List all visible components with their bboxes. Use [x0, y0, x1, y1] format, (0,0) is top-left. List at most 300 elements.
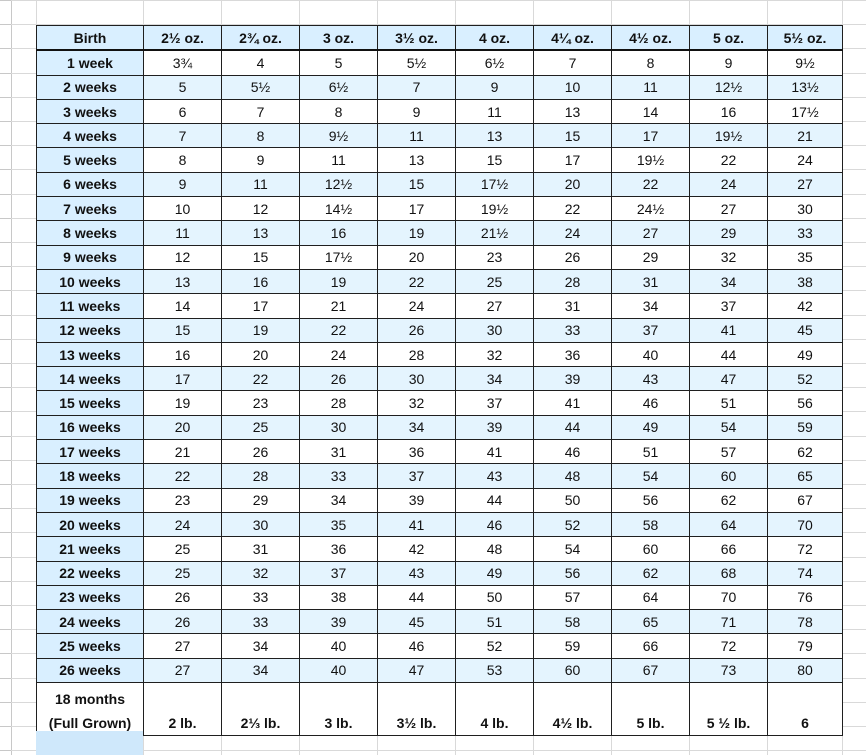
row-header-divider [0, 436, 11, 437]
weight-value-cell[interactable]: 68 [690, 561, 768, 585]
weight-value-cell[interactable]: 22 [378, 269, 456, 293]
weight-value-cell[interactable]: 43 [612, 367, 690, 391]
weight-value-cell[interactable]: 25 [456, 269, 534, 293]
weight-value-cell[interactable]: 34 [456, 367, 534, 391]
weight-value-cell[interactable]: 28 [378, 342, 456, 366]
weight-value-cell[interactable]: 28 [222, 464, 300, 488]
weight-value-cell[interactable]: 39 [534, 367, 612, 391]
weight-value-cell[interactable]: 10 [534, 75, 612, 99]
weight-value-cell[interactable]: 6½ [300, 75, 378, 99]
weight-value-cell[interactable]: 64 [612, 585, 690, 609]
weight-value-cell[interactable]: 24 [768, 148, 843, 172]
weight-value-cell[interactable]: 32 [456, 342, 534, 366]
table-row [37, 172, 843, 196]
weight-value-cell[interactable]: 22 [534, 197, 612, 221]
row-header-divider [0, 24, 11, 25]
weight-value-cell[interactable]: 12½ [690, 75, 768, 99]
weight-value-cell[interactable]: 11 [612, 75, 690, 99]
row-header-divider [0, 48, 11, 49]
header-weight-cell[interactable]: 2¾ oz. [222, 26, 300, 51]
row-header-divider [0, 121, 11, 122]
age-label-cell[interactable]: 1 week [37, 50, 144, 75]
weight-value-cell[interactable]: 5 [300, 50, 378, 75]
age-label-cell[interactable]: 9 weeks [37, 245, 144, 269]
weight-value-cell[interactable]: 46 [534, 440, 612, 464]
weight-value-cell[interactable]: 32 [690, 245, 768, 269]
header-weight-cell[interactable]: 5½ oz. [768, 26, 843, 51]
weight-value-cell[interactable]: 58 [612, 512, 690, 536]
weight-value-cell[interactable]: 13 [144, 269, 222, 293]
weight-value-cell[interactable]: 26 [144, 610, 222, 634]
weight-value-cell[interactable]: 7 [222, 99, 300, 123]
weight-value-cell[interactable]: 37 [690, 294, 768, 318]
weight-value-cell[interactable]: 40 [300, 658, 378, 682]
weight-value-cell[interactable]: 36 [378, 440, 456, 464]
weight-value-cell[interactable]: 65 [768, 464, 843, 488]
age-label-cell[interactable]: 10 weeks [37, 269, 144, 293]
weight-value-cell[interactable]: 31 [222, 537, 300, 561]
row-header-divider [0, 387, 11, 388]
weight-value-cell[interactable]: 9 [690, 50, 768, 75]
weight-value-cell[interactable]: 21½ [456, 221, 534, 245]
weight-value-cell[interactable]: 27 [456, 294, 534, 318]
age-label-cell[interactable]: 19 weeks [37, 488, 144, 512]
full-grown-weight-cell[interactable]: 5 ½ lb. [690, 683, 768, 736]
weight-value-cell[interactable]: 19½ [456, 197, 534, 221]
weight-value-cell[interactable]: 52 [456, 634, 534, 658]
age-label-cell[interactable]: 8 weeks [37, 221, 144, 245]
age-label-cell[interactable]: 4 weeks [37, 124, 144, 148]
weight-value-cell[interactable]: 43 [378, 561, 456, 585]
weight-value-cell[interactable]: 24 [534, 221, 612, 245]
weight-value-cell[interactable]: 22 [612, 172, 690, 196]
weight-value-cell[interactable]: 15 [456, 148, 534, 172]
weight-value-cell[interactable]: 32 [378, 391, 456, 415]
weight-value-cell[interactable]: 41 [534, 391, 612, 415]
weight-value-cell[interactable]: 16 [144, 342, 222, 366]
weight-value-cell[interactable]: 22 [300, 318, 378, 342]
selected-cell[interactable] [36, 731, 143, 755]
weight-value-cell[interactable]: 29 [222, 488, 300, 512]
weight-value-cell[interactable]: 20 [378, 245, 456, 269]
weight-value-cell[interactable]: 15 [222, 245, 300, 269]
age-label-cell[interactable]: 25 weeks [37, 634, 144, 658]
weight-value-cell[interactable]: 76 [768, 585, 843, 609]
weight-value-cell[interactable]: 20 [534, 172, 612, 196]
weight-value-cell[interactable]: 37 [456, 391, 534, 415]
full-grown-weight-cell[interactable]: 4½ lb. [534, 683, 612, 736]
weight-value-cell[interactable]: 8 [222, 124, 300, 148]
weight-value-cell[interactable]: 25 [144, 561, 222, 585]
weight-value-cell[interactable]: 17½ [768, 99, 843, 123]
weight-value-cell[interactable]: 73 [690, 658, 768, 682]
weight-value-cell[interactable]: 66 [612, 634, 690, 658]
age-label-cell[interactable]: 21 weeks [37, 537, 144, 561]
weight-value-cell[interactable]: 5½ [222, 75, 300, 99]
weight-value-cell[interactable]: 19 [222, 318, 300, 342]
weight-value-cell[interactable]: 12 [144, 245, 222, 269]
weight-value-cell[interactable]: 9 [144, 172, 222, 196]
age-label-cell[interactable]: 13 weeks [37, 342, 144, 366]
weight-value-cell[interactable]: 17 [378, 197, 456, 221]
row-header-divider [0, 629, 11, 630]
weight-value-cell[interactable]: 54 [534, 537, 612, 561]
header-birth-cell[interactable]: Birth [37, 26, 144, 51]
full-grown-weight-cell[interactable]: 2 lb. [144, 683, 222, 736]
weight-value-cell[interactable]: 46 [378, 634, 456, 658]
weight-value-cell[interactable]: 35 [768, 245, 843, 269]
weight-value-cell[interactable]: 27 [612, 221, 690, 245]
full-grown-weight-cell[interactable]: 3 lb. [300, 683, 378, 736]
weight-value-cell[interactable]: 16 [222, 269, 300, 293]
weight-value-cell[interactable]: 30 [300, 415, 378, 439]
weight-value-cell[interactable]: 34 [300, 488, 378, 512]
row-header-divider [0, 315, 11, 316]
weight-value-cell[interactable]: 3¾ [144, 50, 222, 75]
age-label-cell[interactable]: 22 weeks [37, 561, 144, 585]
weight-value-cell[interactable]: 42 [768, 294, 843, 318]
weight-value-cell[interactable]: 32 [222, 561, 300, 585]
weight-value-cell[interactable]: 33 [534, 318, 612, 342]
weight-value-cell[interactable]: 22 [222, 367, 300, 391]
weight-value-cell[interactable]: 17½ [456, 172, 534, 196]
age-label-cell[interactable]: 6 weeks [37, 172, 144, 196]
weight-value-cell[interactable]: 11 [144, 221, 222, 245]
weight-value-cell[interactable]: 16 [300, 221, 378, 245]
weight-value-cell[interactable]: 56 [768, 391, 843, 415]
weight-value-cell[interactable]: 40 [612, 342, 690, 366]
weight-value-cell[interactable]: 38 [300, 585, 378, 609]
weight-value-cell[interactable]: 28 [534, 269, 612, 293]
weight-value-cell[interactable]: 57 [534, 585, 612, 609]
weight-value-cell[interactable]: 9 [456, 75, 534, 99]
weight-value-cell[interactable]: 49 [456, 561, 534, 585]
weight-value-cell[interactable]: 30 [768, 197, 843, 221]
age-label-cell[interactable]: 12 weeks [37, 318, 144, 342]
weight-value-cell[interactable]: 49 [612, 415, 690, 439]
weight-value-cell[interactable]: 6 [144, 99, 222, 123]
full-grown-weight-cell[interactable]: 4 lb. [456, 683, 534, 736]
weight-value-cell[interactable]: 33 [222, 610, 300, 634]
weight-value-cell[interactable]: 34 [222, 634, 300, 658]
weight-value-cell[interactable]: 6½ [456, 50, 534, 75]
weight-value-cell[interactable]: 45 [768, 318, 843, 342]
full-grown-weight-cell[interactable]: 2⅓ lb. [222, 683, 300, 736]
weight-value-cell[interactable]: 13 [534, 99, 612, 123]
weight-value-cell[interactable]: 30 [456, 318, 534, 342]
weight-value-cell[interactable]: 9 [222, 148, 300, 172]
weight-value-cell[interactable]: 33 [222, 585, 300, 609]
full-grown-weight-cell[interactable]: 6 [768, 683, 843, 736]
weight-value-cell[interactable]: 13½ [768, 75, 843, 99]
weight-value-cell[interactable]: 37 [612, 318, 690, 342]
weight-value-cell[interactable]: 23 [144, 488, 222, 512]
weight-value-cell[interactable]: 29 [612, 245, 690, 269]
row-header-divider [0, 702, 11, 703]
weight-value-cell[interactable]: 28 [300, 391, 378, 415]
weight-value-cell[interactable]: 59 [534, 634, 612, 658]
weight-value-cell[interactable]: 52 [768, 367, 843, 391]
weight-value-cell[interactable]: 53 [456, 658, 534, 682]
weight-value-cell[interactable]: 48 [456, 537, 534, 561]
row-header-divider [0, 242, 11, 243]
weight-value-cell[interactable]: 13 [456, 124, 534, 148]
weight-value-cell[interactable]: 79 [768, 634, 843, 658]
row-header-divider [0, 97, 11, 98]
weight-value-cell[interactable]: 31 [612, 269, 690, 293]
table-row [37, 488, 843, 512]
weight-value-cell[interactable]: 29 [690, 221, 768, 245]
weight-value-cell[interactable]: 11 [456, 99, 534, 123]
weight-value-cell[interactable]: 34 [378, 415, 456, 439]
weight-value-cell[interactable]: 5½ [378, 50, 456, 75]
weight-value-cell[interactable]: 70 [690, 585, 768, 609]
weight-value-cell[interactable]: 39 [378, 488, 456, 512]
weight-value-cell[interactable]: 19 [378, 221, 456, 245]
weight-value-cell[interactable]: 67 [768, 488, 843, 512]
weight-value-cell[interactable]: 15 [378, 172, 456, 196]
weight-value-cell[interactable]: 44 [456, 488, 534, 512]
age-label-cell[interactable]: 7 weeks [37, 197, 144, 221]
weight-value-cell[interactable]: 7 [144, 124, 222, 148]
weight-value-cell[interactable]: 56 [612, 488, 690, 512]
weight-value-cell[interactable]: 51 [690, 391, 768, 415]
table-row [37, 245, 843, 269]
weight-value-cell[interactable]: 26 [378, 318, 456, 342]
weight-value-cell[interactable]: 78 [768, 610, 843, 634]
weight-value-cell[interactable]: 56 [534, 561, 612, 585]
weight-value-cell[interactable]: 36 [300, 537, 378, 561]
weight-value-cell[interactable]: 12 [222, 197, 300, 221]
weight-value-cell[interactable]: 7 [534, 50, 612, 75]
weight-value-cell[interactable]: 50 [534, 488, 612, 512]
weight-value-cell[interactable]: 72 [690, 634, 768, 658]
weight-value-cell[interactable]: 48 [534, 464, 612, 488]
weight-value-cell[interactable]: 49 [768, 342, 843, 366]
weight-value-cell[interactable]: 50 [456, 585, 534, 609]
weight-value-cell[interactable]: 17 [144, 367, 222, 391]
weight-value-cell[interactable]: 27 [768, 172, 843, 196]
age-label-cell[interactable]: 2 weeks [37, 75, 144, 99]
weight-value-cell[interactable]: 13 [222, 221, 300, 245]
weight-value-cell[interactable]: 74 [768, 561, 843, 585]
weight-value-cell[interactable]: 47 [690, 367, 768, 391]
age-label-cell[interactable]: 3 weeks [37, 99, 144, 123]
weight-value-cell[interactable]: 4 [222, 50, 300, 75]
weight-value-cell[interactable]: 47 [378, 658, 456, 682]
weight-value-cell[interactable]: 9½ [300, 124, 378, 148]
weight-value-cell[interactable]: 10 [144, 197, 222, 221]
weight-value-cell[interactable]: 22 [690, 148, 768, 172]
weight-value-cell[interactable]: 25 [144, 537, 222, 561]
weight-value-cell[interactable]: 17 [222, 294, 300, 318]
weight-value-cell[interactable]: 26 [534, 245, 612, 269]
header-weight-cell[interactable]: 4¼ oz. [534, 26, 612, 51]
weight-value-cell[interactable]: 54 [612, 464, 690, 488]
weight-value-cell[interactable]: 17 [612, 124, 690, 148]
weight-value-cell[interactable]: 62 [612, 561, 690, 585]
weight-value-cell[interactable]: 19½ [612, 148, 690, 172]
age-label-cell[interactable]: 14 weeks [37, 367, 144, 391]
weight-value-cell[interactable]: 11 [378, 124, 456, 148]
weight-value-cell[interactable]: 34 [222, 658, 300, 682]
weight-value-cell[interactable]: 33 [768, 221, 843, 245]
weight-value-cell[interactable]: 39 [456, 415, 534, 439]
weight-value-cell[interactable]: 21 [768, 124, 843, 148]
header-weight-cell[interactable]: 2½ oz. [144, 26, 222, 51]
weight-value-cell[interactable]: 39 [300, 610, 378, 634]
weight-value-cell[interactable]: 14 [144, 294, 222, 318]
age-label-cell[interactable]: 17 weeks [37, 440, 144, 464]
weight-value-cell[interactable]: 71 [690, 610, 768, 634]
weight-value-cell[interactable]: 43 [456, 464, 534, 488]
weight-value-cell[interactable]: 67 [612, 658, 690, 682]
weight-value-cell[interactable]: 30 [378, 367, 456, 391]
weight-value-cell[interactable]: 34 [612, 294, 690, 318]
weight-value-cell[interactable]: 9 [378, 99, 456, 123]
weight-value-cell[interactable]: 24 [378, 294, 456, 318]
weight-value-cell[interactable]: 46 [456, 512, 534, 536]
weight-value-cell[interactable]: 41 [690, 318, 768, 342]
age-label-cell[interactable]: 24 weeks [37, 610, 144, 634]
weight-value-cell[interactable]: 26 [300, 367, 378, 391]
weight-value-cell[interactable]: 19½ [690, 124, 768, 148]
weight-value-cell[interactable]: 15 [144, 318, 222, 342]
header-weight-cell[interactable]: 4½ oz. [612, 26, 690, 51]
table-row [37, 99, 843, 123]
header-weight-cell[interactable]: 3 oz. [300, 26, 378, 51]
weight-value-cell[interactable]: 37 [378, 464, 456, 488]
weight-value-cell[interactable]: 25 [222, 415, 300, 439]
weight-value-cell[interactable]: 66 [690, 537, 768, 561]
weight-value-cell[interactable]: 15 [534, 124, 612, 148]
weight-value-cell[interactable]: 34 [690, 269, 768, 293]
weight-value-cell[interactable]: 26 [222, 440, 300, 464]
weight-value-cell[interactable]: 30 [222, 512, 300, 536]
weight-value-cell[interactable]: 57 [690, 440, 768, 464]
weight-value-cell[interactable]: 36 [534, 342, 612, 366]
weight-value-cell[interactable]: 60 [690, 464, 768, 488]
weight-value-cell[interactable]: 37 [300, 561, 378, 585]
weight-value-cell[interactable]: 5 [144, 75, 222, 99]
age-label-cell[interactable]: 15 weeks [37, 391, 144, 415]
age-label-cell[interactable]: 18 weeks [37, 464, 144, 488]
weight-value-cell[interactable]: 27 [144, 658, 222, 682]
weight-value-cell[interactable]: 46 [612, 391, 690, 415]
weight-value-cell[interactable]: 8 [144, 148, 222, 172]
weight-value-cell[interactable]: 52 [534, 512, 612, 536]
weight-value-cell[interactable]: 60 [534, 658, 612, 682]
weight-value-cell[interactable]: 58 [534, 610, 612, 634]
weight-value-cell[interactable]: 14 [612, 99, 690, 123]
weight-value-cell[interactable]: 23 [222, 391, 300, 415]
weight-value-cell[interactable]: 7 [378, 75, 456, 99]
weight-value-cell[interactable]: 44 [690, 342, 768, 366]
header-weight-cell[interactable]: 5 oz. [690, 26, 768, 51]
age-label-cell[interactable]: 11 weeks [37, 294, 144, 318]
weight-value-cell[interactable]: 62 [690, 488, 768, 512]
weight-value-cell[interactable]: 70 [768, 512, 843, 536]
row-header-divider [0, 460, 11, 461]
weight-value-cell[interactable]: 44 [378, 585, 456, 609]
weight-value-cell[interactable]: 24 [300, 342, 378, 366]
full-grown-weight-cell[interactable]: 3½ lb. [378, 683, 456, 736]
weight-value-cell[interactable]: 11 [300, 148, 378, 172]
weight-value-cell[interactable]: 27 [144, 634, 222, 658]
weight-value-cell[interactable]: 16 [690, 99, 768, 123]
weight-value-cell[interactable]: 51 [612, 440, 690, 464]
weight-value-cell[interactable]: 40 [300, 634, 378, 658]
weight-value-cell[interactable]: 35 [300, 512, 378, 536]
age-label-cell[interactable]: 16 weeks [37, 415, 144, 439]
weight-value-cell[interactable]: 60 [612, 537, 690, 561]
header-weight-cell[interactable]: 4 oz. [456, 26, 534, 51]
weight-value-cell[interactable]: 24 [690, 172, 768, 196]
weight-value-cell[interactable]: 54 [690, 415, 768, 439]
weight-value-cell[interactable]: 8 [612, 50, 690, 75]
weight-value-cell[interactable]: 13 [378, 148, 456, 172]
weight-value-cell[interactable]: 24½ [612, 197, 690, 221]
age-label-cell[interactable]: 26 weeks [37, 658, 144, 682]
weight-value-cell[interactable]: 26 [144, 585, 222, 609]
weight-value-cell[interactable]: 19 [144, 391, 222, 415]
weight-value-cell[interactable]: 45 [378, 610, 456, 634]
weight-value-cell[interactable]: 41 [378, 512, 456, 536]
weight-value-cell[interactable]: 21 [300, 294, 378, 318]
weight-value-cell[interactable]: 22 [144, 464, 222, 488]
row-header-divider [0, 363, 11, 364]
weight-value-cell[interactable]: 33 [300, 464, 378, 488]
table-row [37, 50, 843, 75]
age-label-cell[interactable]: 5 weeks [37, 148, 144, 172]
full-grown-weight-cell[interactable]: 5 lb. [612, 683, 690, 736]
table-row [37, 440, 843, 464]
weight-value-cell[interactable]: 41 [456, 440, 534, 464]
weight-value-cell[interactable]: 20 [222, 342, 300, 366]
weight-value-cell[interactable]: 80 [768, 658, 843, 682]
weight-value-cell[interactable]: 17½ [300, 245, 378, 269]
weight-value-cell[interactable]: 64 [690, 512, 768, 536]
weight-value-cell[interactable]: 62 [768, 440, 843, 464]
weight-value-cell[interactable]: 9½ [768, 50, 843, 75]
weight-value-cell[interactable]: 44 [534, 415, 612, 439]
weight-value-cell[interactable]: 17 [534, 148, 612, 172]
weight-value-cell[interactable]: 14½ [300, 197, 378, 221]
weight-value-cell[interactable]: 11 [222, 172, 300, 196]
weight-value-cell[interactable]: 31 [534, 294, 612, 318]
weight-value-cell[interactable]: 72 [768, 537, 843, 561]
full-grown-label-cell[interactable] [37, 683, 144, 736]
weight-value-cell[interactable]: 51 [456, 610, 534, 634]
weight-value-cell[interactable]: 65 [612, 610, 690, 634]
weight-value-cell[interactable]: 27 [690, 197, 768, 221]
weight-value-cell[interactable]: 59 [768, 415, 843, 439]
weight-value-cell[interactable]: 42 [378, 537, 456, 561]
weight-value-cell[interactable]: 38 [768, 269, 843, 293]
weight-value-cell[interactable]: 8 [300, 99, 378, 123]
weight-value-cell[interactable]: 12½ [300, 172, 378, 196]
weight-value-cell[interactable]: 20 [144, 415, 222, 439]
weight-value-cell[interactable]: 21 [144, 440, 222, 464]
weight-value-cell[interactable]: 31 [300, 440, 378, 464]
weight-value-cell[interactable]: 19 [300, 269, 378, 293]
header-weight-cell[interactable]: 3½ oz. [378, 26, 456, 51]
table-row [37, 391, 843, 415]
age-label-cell[interactable]: 20 weeks [37, 512, 144, 536]
weight-value-cell[interactable]: 24 [144, 512, 222, 536]
weight-value-cell[interactable]: 23 [456, 245, 534, 269]
age-label-cell[interactable]: 23 weeks [37, 585, 144, 609]
